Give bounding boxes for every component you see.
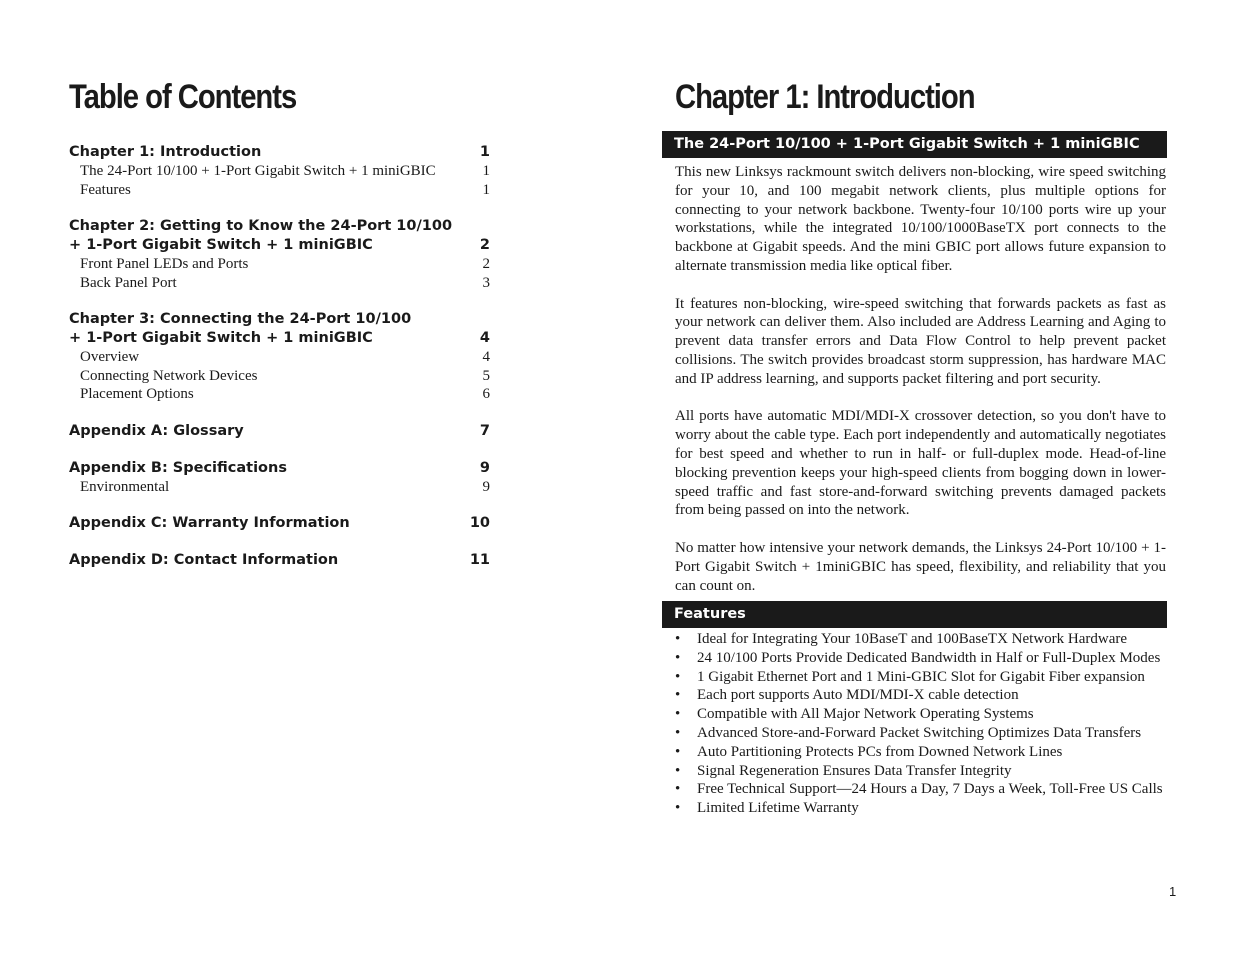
bullet-icon: • [675,724,681,741]
toc-subentry-label: Overview [80,349,140,365]
feature-text: 24 10/100 Ports Provide Dedicated Bandwidth in Half or Full-Duplex Modes [697,649,1161,666]
toc-heading-text: Appendix C: Warranty Information [69,515,350,531]
toc-section [69,459,490,497]
toc-subentry-label: Front Panel LEDs and Ports [80,256,249,272]
toc-page-number: 9 [479,459,490,476]
feature-item [675,649,1166,668]
toc-subentry-label: Back Panel Port [80,274,177,291]
toc-page-number: 2 [479,237,490,253]
toc-subentry-page: 1 [482,163,490,179]
toc-page-number: 4 [479,330,490,346]
feature-item [675,630,1166,649]
toc-subentry-label: Connecting Network Devices [80,367,258,384]
bullet-icon: • [675,706,681,723]
toc-heading-text: + 1-Port Gigabit Switch + 1 miniGBIC [69,237,373,253]
toc-section [69,143,490,199]
toc-heading[interactable] [69,551,490,570]
toc-section [69,551,490,570]
toc-subentry-page: 6 [482,386,490,402]
section-heading-switch: The 24-Port 10/100 + 1-Port Gigabit Switch + 1 miniGBIC [662,131,1167,158]
toc-heading[interactable] [69,422,490,441]
toc-subentry[interactable] [69,367,490,386]
toc-section [69,217,490,292]
feature-item [675,762,1166,781]
feature-text: Free Technical Support—24 Hours a Day, 7 Days a Week, Toll-Free US Calls [697,781,1163,798]
toc-subentry-page: 9 [482,478,490,495]
toc-heading[interactable] [69,459,490,478]
toc-subentry[interactable] [69,385,490,404]
toc-subentry[interactable] [69,162,490,181]
toc-heading[interactable] [69,329,490,348]
toc-subentry[interactable] [69,255,490,274]
toc-section [69,514,490,533]
features-list [675,630,1166,818]
toc-section [69,422,490,441]
bullet-icon: • [675,800,681,817]
paragraph: All ports have automatic MDI/MDI-X crossover detection, so you don't have to worry about the cable type. Each port independently and automatically negotiates for best speed and whether to run in half- or full-duplex mode. Head-of-line blocking prevention keeps your high-speed clients from bogging down in lower-speed traffic and fast store-and-forward switching prevents damaged packets from being passed on into the network. [675,408,1166,519]
bullet-icon: • [675,649,681,666]
section-heading-features: Features [662,601,1167,628]
toc-heading-text: Appendix D: Contact Information [69,552,339,568]
toc-heading-text: Appendix A: Glossary [69,422,244,439]
chapter-title: Chapter 1: Introduction [675,78,975,116]
toc-subentry-page: 1 [482,181,490,198]
feature-text: 1 Gigabit Ethernet Port and 1 Mini-GBIC Slot for Gigabit Fiber expansion [697,668,1145,685]
feature-text: Ideal for Integrating Your 10BaseT and 100BaseTX Network Hardware [697,631,1128,647]
toc-heading[interactable] [69,310,490,329]
toc-subentry-label: Placement Options [80,386,194,402]
feature-text: Auto Partitioning Protects PCs from Downed Network Lines [697,743,1063,760]
toc-heading[interactable] [69,217,490,236]
toc-heading-text: Chapter 1: Introduction [69,144,262,160]
toc-heading-text: Chapter 2: Getting to Know the 24-Port 10/100 [69,218,453,234]
toc-heading[interactable] [69,514,490,533]
feature-item [675,724,1166,743]
paragraph: No matter how intensive your network demands, the Linksys 24-Port 10/100 + 1-Port Gigabit Switch + 1miniGBIC has speed, flexibility, and reliability that you can count on. [675,539,1166,594]
page-number: 1 [1169,884,1177,899]
toc-page-number: 1 [479,144,490,160]
toc-subentry-page: 2 [482,256,490,272]
feature-item [675,686,1166,705]
toc-page-number: 10 [469,515,490,531]
toc-subentry[interactable] [69,478,490,497]
bullet-icon: • [675,687,681,704]
table-of-contents [69,143,490,588]
bullet-icon: • [675,631,681,647]
feature-text: Compatible with All Major Network Operating Systems [697,706,1034,723]
toc-subentry-page: 4 [482,349,490,365]
toc-subentry-label: The 24-Port 10/100 + 1-Port Gigabit Switch + 1 miniGBIC [80,163,436,179]
toc-subentry[interactable] [69,274,490,293]
paragraph: It features non-blocking, wire-speed switching that forwards packets as fast as your network can deliver them. Also included are Address Learning and Aging to prevent data transfer errors and Data Flow Control to help prevent packet collisions. The switch provides broadcast storm suppression, has hardware MAC and IP address learning, and supports packet filtering and port security. [675,295,1166,387]
toc-title: Table of Contents [69,78,297,116]
toc-subentry-label: Environmental [80,478,170,495]
toc-heading[interactable] [69,143,490,162]
toc-heading[interactable] [69,236,490,255]
feature-text: Each port supports Auto MDI/MDI-X cable detection [697,687,1019,704]
toc-heading-text: Chapter 3: Connecting the 24-Port 10/100 [69,311,412,327]
toc-subentry-label: Features [80,181,131,198]
feature-text: Limited Lifetime Warranty [697,800,859,817]
toc-heading-text: Appendix B: Specifications [69,459,287,476]
paragraph: This new Linksys rackmount switch delivers non-blocking, wire speed switching for your 10, and 100 megabit network clients, plus multiple options for connecting to your network backbone. Twenty-four 10/100 ports wire up your workstations, while the integrated 10/100/1000BaseTX port connects to the backbone at Gigabit speeds. And the mini GBIC port allows future expansion to alternate transmission media like optical fiber. [675,164,1166,274]
feature-item [675,780,1166,799]
feature-item [675,705,1166,724]
toc-subentry[interactable] [69,181,490,200]
toc-page-number: 7 [479,422,490,439]
toc-subentry[interactable] [69,348,490,367]
feature-item [675,743,1166,762]
feature-text: Signal Regeneration Ensures Data Transfer Integrity [697,762,1012,779]
bullet-icon: • [675,743,681,760]
bullet-icon: • [675,781,681,798]
feature-text: Advanced Store-and-Forward Packet Switching Optimizes Data Transfers [697,724,1142,741]
feature-item [675,668,1166,687]
toc-subentry-page: 3 [482,274,490,291]
toc-page-number: 11 [469,552,490,568]
toc-subentry-page: 5 [482,367,490,384]
feature-item [675,799,1166,818]
toc-section [69,310,490,404]
intro-body [675,163,1166,614]
toc-heading-text: + 1-Port Gigabit Switch + 1 miniGBIC [69,330,373,346]
bullet-icon: • [675,762,681,779]
bullet-icon: • [675,668,681,685]
